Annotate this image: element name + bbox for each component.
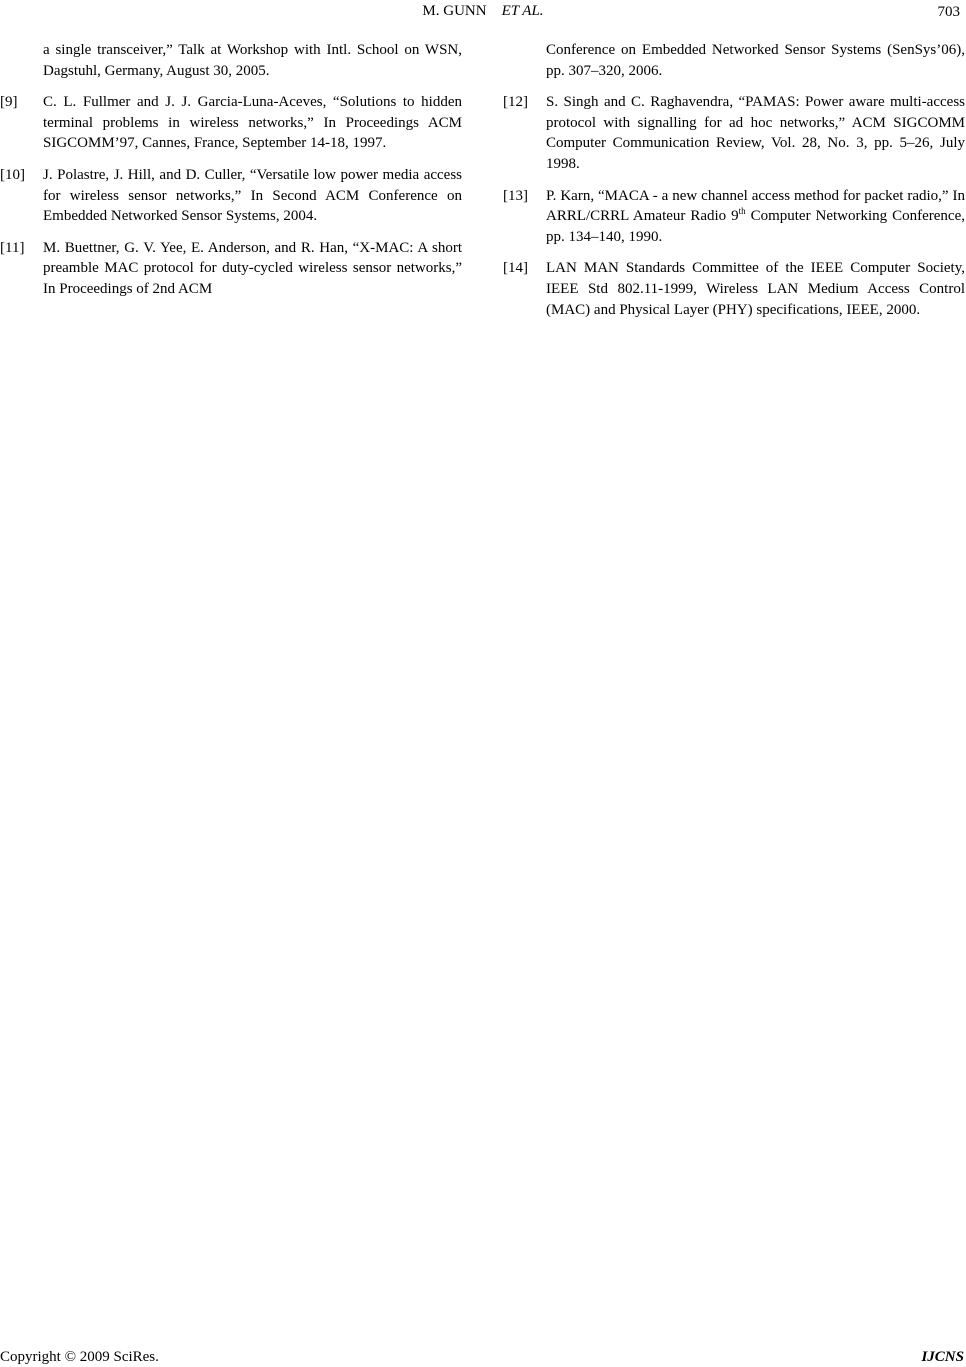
reference-continuation [0,40,462,81]
header-authors: M. GUNN [422,3,487,19]
right-column [503,40,965,331]
reference-text [546,186,965,248]
reference-number: [11] [0,239,25,256]
reference-text-part: P. Karn, “MACA - a new channel access method for packet radio,” In ARRL/CRRL Amateur Radio 9 [546,187,965,225]
reference-text: M. Buettner, G. V. Yee, E. Anderson, and R. Han, “X-MAC: A short preamble MAC protocol for duty-cycled wireless sensor networks,” In Proceedings of 2nd ACM [43,239,462,297]
copyright-notice: Copyright © 2009 SciRes. [0,1349,159,1365]
left-column [0,40,462,311]
reference-number: [10] [0,166,25,183]
reference-text: a single transceiver,” Talk at Workshop with Intl. School on WSN, Dagstuhl, Germany, August 30, 2005. [43,42,462,79]
page-number: 703 [937,4,960,20]
reference-text: S. Singh and C. Raghavendra, “PAMAS: Power aware multi-access protocol with signalling for ad hoc networks,” ACM SIGCOMM Computer Communication Review, Vol. 28, No. 3, pp. 5–26, July 1998. [546,94,965,172]
reference-9 [0,92,462,154]
reference-text: Conference on Embedded Networked Sensor Systems (SenSys’06), pp. 307–320, 2006. [546,42,965,79]
reference-11 [0,238,462,300]
reference-number: [12] [503,94,528,111]
reference-14 [503,258,965,320]
running-header [0,2,966,20]
ordinal-superscript: th [738,206,746,217]
reference-13 [503,186,965,248]
reference-text: C. L. Fullmer and J. J. Garcia-Luna-Aceves, “Solutions to hidden terminal problems in wireless networks,” In Proceedings ACM SIGCOMM’97, Cannes, France, September 14-18, 1997. [43,94,462,152]
reference-10 [0,165,462,227]
reference-12 [503,92,965,174]
header-et-al: ET AL. [501,3,544,19]
reference-text-part: Computer Networking Conference, pp. 134–140, 1990. [546,208,965,245]
reference-text: J. Polastre, J. Hill, and D. Culler, “Versatile low power media access for wireless sensor networks,” In Second ACM Conference on Embedded Networked Sensor Systems, 2004. [43,166,462,225]
reference-number: [13] [503,187,528,204]
reference-number: [14] [503,260,528,277]
reference-continuation [503,40,965,81]
reference-number: [9] [0,94,18,111]
reference-text: LAN MAN Standards Committee of the IEEE Computer Society, IEEE Std 802.11-1999, Wireless LAN Medium Access Control (MAC) and Physical Layer (PHY) specifications, IEEE, 2000. [546,260,965,318]
journal-name: IJCNS [921,1349,964,1365]
